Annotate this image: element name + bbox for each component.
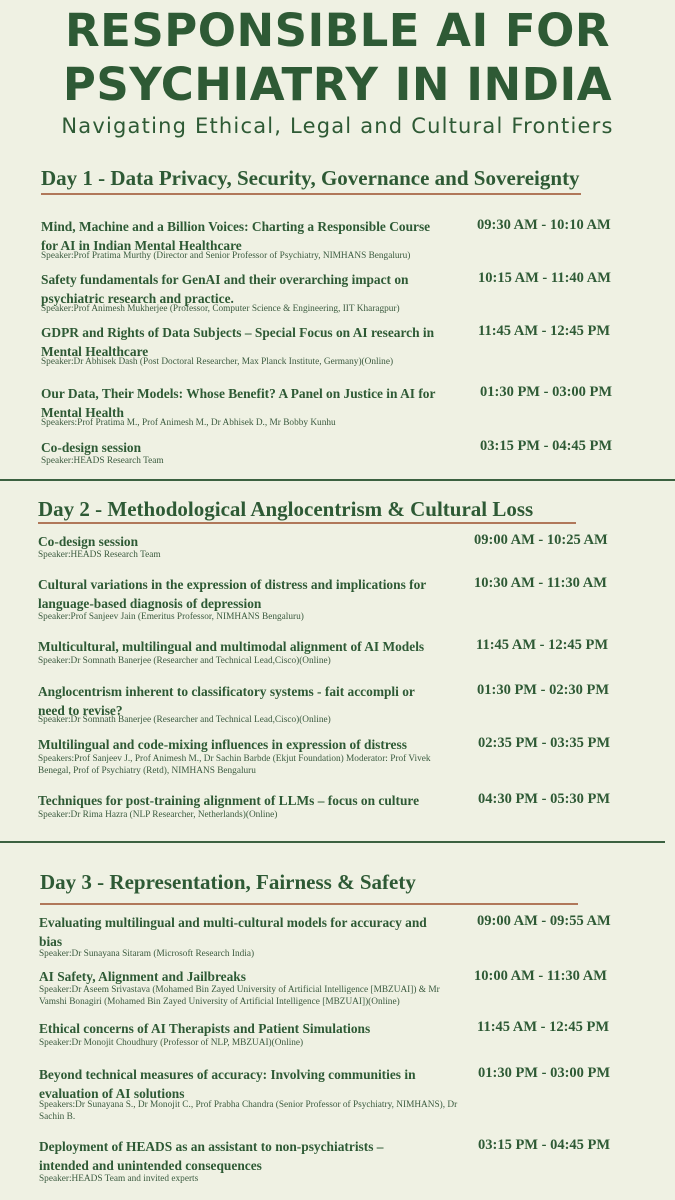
- session-title: Multilingual and code-mixing influences in expression of distress: [38, 737, 407, 752]
- session-speaker: Speaker:Dr Rima Hazra (NLP Researcher, Netherlands)(Online): [38, 810, 278, 820]
- session-time: 03:15 PM - 04:45 PM: [480, 438, 613, 454]
- day-2-session-6: [0, 791, 675, 820]
- session-speaker: Speaker:Dr Sunayana Sitaram (Microsoft Research India): [39, 949, 255, 959]
- day-separator-1: [0, 479, 675, 481]
- day-1-heading: Day 1 - Data Privacy, Security, Governance and Sovereignty: [41, 166, 580, 190]
- session-time: 11:45 AM - 12:45 PM: [478, 323, 611, 339]
- day-3-underline: [40, 903, 578, 905]
- session-time: 09:00 AM - 09:55 AM: [477, 913, 611, 929]
- day-1-session-1: [0, 217, 675, 261]
- session-title: Ethical concerns of AI Therapists and Patient Simulations: [39, 1021, 371, 1036]
- day-1-session-5: [0, 438, 675, 466]
- session-speaker: Speaker:Prof Sanjeev Jain (Emeritus Professor, NIMHANS Bengaluru): [38, 612, 304, 622]
- day-3-session-1: [0, 913, 675, 959]
- session-time: 01:30 PM - 02:30 PM: [477, 682, 610, 698]
- session-time: 11:45 AM - 12:45 PM: [477, 1019, 610, 1035]
- day-3-session-2: [0, 967, 675, 1007]
- session-speaker: Speakers:Dr Sunayana S., Dr Monojit C., Prof Prabha Chandra (Senior Professor of Psychiatry, NIMHANS), Dr Sachin B.: [39, 1100, 458, 1122]
- session-speaker: Speaker:Dr Somnath Banerjee (Researcher and Technical Lead,Cisco)(Online): [38, 715, 331, 725]
- session-title: Cultural variations in the expression of distress and implications for language-based diagnosis of depression: [38, 577, 426, 611]
- session-title: AI Safety, Alignment and Jailbreaks: [39, 969, 246, 984]
- session-title: GDPR and Rights of Data Subjects – Special Focus on AI research in Mental Healthcare: [41, 325, 435, 359]
- day-3-session-5: [0, 1137, 675, 1184]
- page-title-line-1: RESPONSIBLE AI FOR: [64, 4, 611, 57]
- session-title: Beyond technical measures of accuracy: Involving communities in evaluation of AI solutions: [39, 1067, 416, 1101]
- session-title: Safety fundamentals for GenAI and their overarching impact on psychiatric research and practice.: [41, 272, 409, 306]
- day-1-underline: [41, 193, 581, 195]
- page-subtitle: Navigating Ethical, Legal and Cultural Frontiers: [61, 114, 614, 138]
- session-speaker: Speaker:Dr Abhisek Dash (Post Doctoral Researcher, Max Planck Institute, Germany)(Online): [41, 357, 394, 367]
- session-time: 01:30 PM - 03:00 PM: [480, 384, 613, 400]
- session-time: 10:15 AM - 11:40 AM: [478, 270, 611, 286]
- session-time: 11:45 AM - 12:45 PM: [476, 637, 609, 653]
- session-speaker: Speaker:HEADS Research Team: [38, 550, 161, 560]
- day-1-session-4: [0, 384, 675, 428]
- session-title: Evaluating multilingual and multi-cultural models for accuracy and bias: [39, 915, 427, 949]
- day-1-session-3: [0, 323, 675, 367]
- session-time: 04:30 PM - 05:30 PM: [478, 791, 611, 807]
- session-title: Co-design session: [41, 440, 142, 455]
- day-2-session-4: [0, 682, 675, 725]
- day-2-heading: Day 2 - Methodological Anglocentrism & Cultural Loss: [38, 497, 534, 521]
- session-speaker: Speaker:Dr Somnath Banerjee (Researcher and Technical Lead,Cisco)(Online): [38, 656, 331, 666]
- session-title: Anglocentrism inherent to classificatory systems - fait accompli or need to revise?: [38, 684, 415, 718]
- day-3-heading: Day 3 - Representation, Fairness & Safety: [40, 870, 416, 894]
- session-time: 01:30 PM - 03:00 PM: [478, 1065, 611, 1081]
- day-2-session-2: [0, 575, 675, 622]
- session-title: Deployment of HEADS as an assistant to non-psychiatrists – intended and unintended consequences: [39, 1139, 384, 1173]
- session-title: Multicultural, multilingual and multimodal alignment of AI Models: [38, 639, 425, 654]
- day-3-session-3: [0, 1019, 675, 1048]
- session-speaker: Speaker:HEADS Research Team: [41, 456, 164, 466]
- session-title: Co-design session: [38, 534, 139, 549]
- session-title: Mind, Machine and a Billion Voices: Charting a Responsible Course for AI in Indian Mental Healthcare: [41, 219, 431, 253]
- session-speaker: Speaker:Prof Pratima Murthy (Director and Senior Professor of Psychiatry, NIMHANS Bengaluru): [41, 251, 411, 261]
- day-1-session-2: [0, 270, 675, 314]
- session-time: 10:30 AM - 11:30 AM: [474, 575, 607, 591]
- session-time: 02:35 PM - 03:35 PM: [478, 735, 611, 751]
- session-speaker: Speakers:Prof Pratima M., Prof Animesh M., Dr Abhisek D., Mr Bobby Kunhu: [41, 418, 336, 428]
- page-title-line-2: PSYCHIATRY IN INDIA: [62, 58, 613, 111]
- session-time: 10:00 AM - 11:30 AM: [474, 968, 607, 984]
- session-title: Our Data, Their Models: Whose Benefit? A Panel on Justice in AI for Mental Health: [41, 386, 436, 420]
- session-title: Techniques for post-training alignment of LLMs – focus on culture: [38, 793, 420, 808]
- session-time: 03:15 PM - 04:45 PM: [478, 1137, 611, 1153]
- day-separator-2: [0, 841, 665, 843]
- session-time: 09:00 AM - 10:25 AM: [474, 532, 608, 548]
- session-time: 09:30 AM - 10:10 AM: [477, 217, 611, 233]
- session-speaker: Speaker:HEADS Team and invited experts: [39, 1174, 199, 1184]
- day-2-session-5: [0, 735, 675, 776]
- session-speaker: Speakers:Prof Sanjeev J., Prof Animesh M., Dr Sachin Barbde (Ekjut Foundation) Moderator: Prof Vivek Benegal, Prof of Psychiatry (Retd), NIMHANS Bengaluru: [38, 754, 431, 776]
- session-speaker: Speaker:Dr Aseem Srivastava (Mohamed Bin Zayed University of Artificial Intelligence [MBZUAI]) & Mr Vamshi Bonagiri (Mohamed Bin Zayed University of Artificial Intelligence [MBZUAI])(Online): [39, 985, 440, 1007]
- day-3-session-4: [0, 1065, 675, 1122]
- day-2-underline: [38, 522, 576, 524]
- day-2-session-1: [0, 532, 675, 560]
- session-speaker: Speaker:Dr Monojit Choudhury (Professor of NLP, MBZUAI)(Online): [39, 1038, 304, 1048]
- day-2-session-3: [0, 637, 675, 666]
- session-speaker: Speaker:Prof Animesh Mukherjee (Professor, Computer Science & Engineering, IIT Kharagpur): [41, 304, 400, 314]
